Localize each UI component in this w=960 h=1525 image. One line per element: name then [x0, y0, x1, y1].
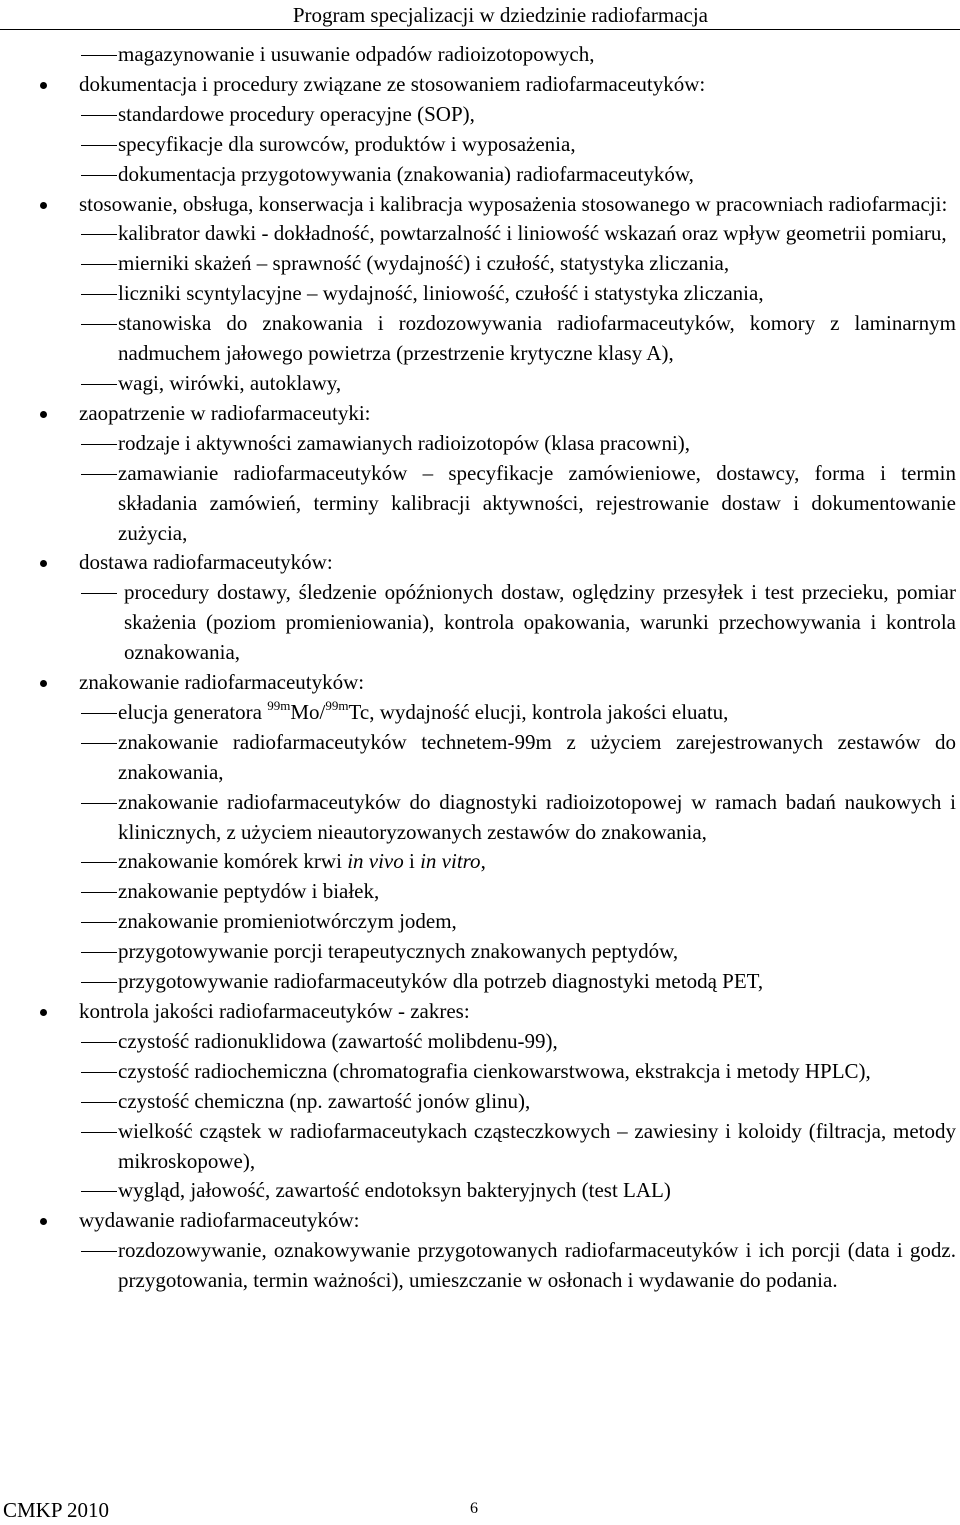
dash-icon	[81, 130, 117, 146]
dash-icon	[81, 698, 117, 714]
footer-publisher: CMKP 2010	[3, 1498, 109, 1522]
dash-item	[118, 967, 956, 997]
dash-icon	[81, 877, 117, 893]
dash-item	[124, 578, 956, 668]
item-text: przygotowywanie porcji terapeutycznych znakowanych peptydów,	[118, 939, 679, 964]
text-run: elucja generatora	[118, 699, 268, 724]
text-run: Tc, wydajność elucji, kontrola jakości eluatu,	[348, 699, 729, 724]
item-text: czystość radionuklidowa (zawartość molibdenu-99),	[118, 1028, 558, 1053]
item-text: wydawanie radiofarmaceutyków:	[79, 1208, 360, 1233]
text-run: Mo/	[290, 699, 326, 724]
bullet-item	[79, 399, 956, 429]
dash-icon	[81, 1087, 117, 1103]
bullet-item	[79, 548, 956, 578]
running-header: Program specjalizacji w dziedzinie radiofarmacja	[292, 3, 708, 27]
item-text: wagi, wirówki, autoklawy,	[118, 370, 342, 395]
bullet-item	[79, 1206, 956, 1236]
item-text: dokumentacja i procedury związane ze stosowaniem radiofarmaceutyków:	[79, 71, 706, 96]
bullet-icon	[40, 399, 47, 418]
item-text: przygotowywanie radiofarmaceutyków dla potrzeb diagnostyki metodą PET,	[118, 969, 764, 994]
dash-icon	[81, 937, 117, 953]
dash-item	[118, 279, 956, 309]
dash-icon	[81, 1027, 117, 1043]
dash-icon	[81, 429, 117, 445]
bullet-icon	[40, 70, 47, 89]
item-text: kontrola jakości radiofarmaceutyków - zakres:	[79, 999, 470, 1023]
bullet-item	[79, 190, 956, 220]
dash-icon	[81, 279, 117, 295]
dash-item	[118, 937, 956, 967]
bullet-icon	[40, 1206, 47, 1225]
item-text: dostawa radiofarmaceutyków:	[79, 550, 333, 575]
dash-icon	[81, 578, 117, 594]
item-text: czystość radiochemiczna (chromatografia cienkowarstwowa, ekstrakcja i metody HPLC),	[118, 1058, 871, 1083]
dash-item	[118, 100, 956, 130]
dash-icon	[81, 160, 117, 176]
dash-icon	[81, 309, 117, 325]
item-text: stosowanie, obsługa, konserwacja i kalibracja wyposażenia stosowanego w pracowniach radiofarmacji:	[79, 191, 948, 216]
item-text: znakowanie promieniotwórczym jodem,	[118, 909, 457, 934]
item-text: znakowanie peptydów i białek,	[118, 879, 380, 904]
dash-item	[118, 1236, 956, 1296]
dash-item	[118, 1027, 956, 1057]
dash-item	[118, 249, 956, 279]
dash-item	[118, 877, 956, 907]
item-text: zaopatrzenie w radiofarmaceutyki:	[79, 400, 371, 425]
dash-item	[118, 698, 956, 728]
dash-icon	[81, 847, 117, 863]
dash-icon	[81, 1176, 117, 1192]
item-text: stanowiska do znakowania i rozdozowywania radiofarmaceutyków, komory z laminarnym nadmuchem jałowego powietrza (przestrzenie krytyczne klasy A),	[118, 311, 956, 366]
item-text: czystość chemiczna (np. zawartość jonów glinu),	[118, 1088, 531, 1113]
item-text: mierniki skażeń – sprawność (wydajność) i czułość, statystyka zliczania,	[118, 251, 730, 276]
dash-item	[118, 1117, 956, 1177]
item-text: dokumentacja przygotowywania (znakowania) radiofarmaceutyków,	[118, 161, 694, 186]
italic-text: in vivo	[347, 849, 404, 874]
item-text: rodzaje i aktywności zamawianych radioizotopów (klasa pracowni),	[118, 430, 691, 455]
dash-item	[118, 847, 956, 877]
dash-icon	[81, 967, 117, 983]
document-body	[0, 40, 960, 1296]
item-text: znakowanie radiofarmaceutyków technetem-99m z użyciem zarejestrowanych zestawów do znakowania,	[118, 729, 956, 784]
item-text: procedury dostawy, śledzenie opóźnionych dostaw, oględziny przesyłek i test przecieku, pomiar skażenia (poziom promieniowania), kontrola opakowania, warunki przechowywania i kontrola oznakowania,	[124, 580, 956, 665]
item-text: kalibrator dawki - dokładność, powtarzalność i liniowość wskazań oraz wpływ geometrii pomiaru,	[118, 221, 947, 246]
dash-icon	[81, 249, 117, 265]
bullet-icon	[40, 997, 47, 1016]
dash-icon	[81, 1236, 117, 1252]
dash-icon	[81, 728, 117, 744]
bullet-item	[79, 70, 956, 100]
dash-icon	[81, 1057, 117, 1073]
text-run: ,	[480, 849, 486, 874]
page-number: 6	[470, 1500, 478, 1517]
dash-item	[118, 429, 956, 459]
text-run: i	[403, 849, 421, 874]
item-text: magazynowanie i usuwanie odpadów radioizotopowych,	[118, 42, 595, 66]
bullet-icon	[40, 548, 47, 567]
dash-item	[118, 1057, 956, 1087]
dash-item	[118, 788, 956, 848]
dash-item	[118, 369, 956, 399]
item-text: wygląd, jałowość, zawartość endotoksyn bakteryjnych (test LAL)	[118, 1178, 671, 1203]
superscript: 99m	[325, 697, 349, 713]
dash-icon	[81, 1117, 117, 1133]
item-text: wielkość cząstek w radiofarmaceutykach cząsteczkowych – zawiesiny i koloidy (filtracja, metody mikroskopowe),	[118, 1118, 956, 1173]
item-text: liczniki scyntylacyjne – wydajność, liniowość, czułość i statystyka zliczania,	[118, 281, 764, 306]
item-text: znakowanie radiofarmaceutyków:	[79, 670, 365, 695]
dash-icon	[81, 788, 117, 804]
item-text: znakowanie radiofarmaceutyków do diagnostyki radioizotopowej w ramach badań naukowych i klinicznych, z użyciem nieautoryzowanych zestawów do znakowania,	[118, 789, 956, 844]
dash-icon	[81, 369, 117, 385]
item-text	[118, 698, 956, 728]
header-rule	[0, 29, 960, 30]
dash-item	[118, 459, 956, 549]
dash-item	[118, 160, 956, 190]
item-text: zamawianie radiofarmaceutyków – specyfikacje zamówieniowe, dostawcy, forma i termin składania zamówień, terminy kalibracji aktywności, rejestrowanie dostaw i dokumentowanie zużycia,	[118, 460, 956, 545]
bullet-icon	[40, 668, 47, 687]
item-text	[118, 847, 956, 877]
dash-item	[118, 130, 956, 160]
dash-item	[118, 309, 956, 369]
item-text: rozdozowywanie, oznakowywanie przygotowanych radiofarmaceutyków i ich porcji (data i godz. przygotowania, termin ważności), umieszczanie w osłonach i wydawanie do podania.	[118, 1238, 956, 1293]
dash-icon	[81, 459, 117, 475]
dash-item	[118, 40, 956, 70]
dash-icon	[81, 40, 117, 56]
dash-item	[118, 1087, 956, 1117]
dash-icon	[81, 100, 117, 116]
dash-icon	[81, 219, 117, 235]
item-text: specyfikacje dla surowców, produktów i wyposażenia,	[118, 131, 576, 156]
italic-text: in vitro	[420, 849, 481, 874]
bullet-icon	[40, 190, 47, 209]
bullet-item	[79, 997, 956, 1027]
dash-item	[118, 907, 956, 937]
dash-item	[118, 728, 956, 788]
text-run: znakowanie komórek krwi	[118, 849, 348, 874]
bullet-item	[79, 668, 956, 698]
item-text: standardowe procedury operacyjne (SOP),	[118, 101, 475, 126]
dash-icon	[81, 907, 117, 923]
dash-item	[118, 219, 956, 249]
superscript: 99m	[267, 697, 291, 713]
dash-item	[118, 1176, 956, 1206]
